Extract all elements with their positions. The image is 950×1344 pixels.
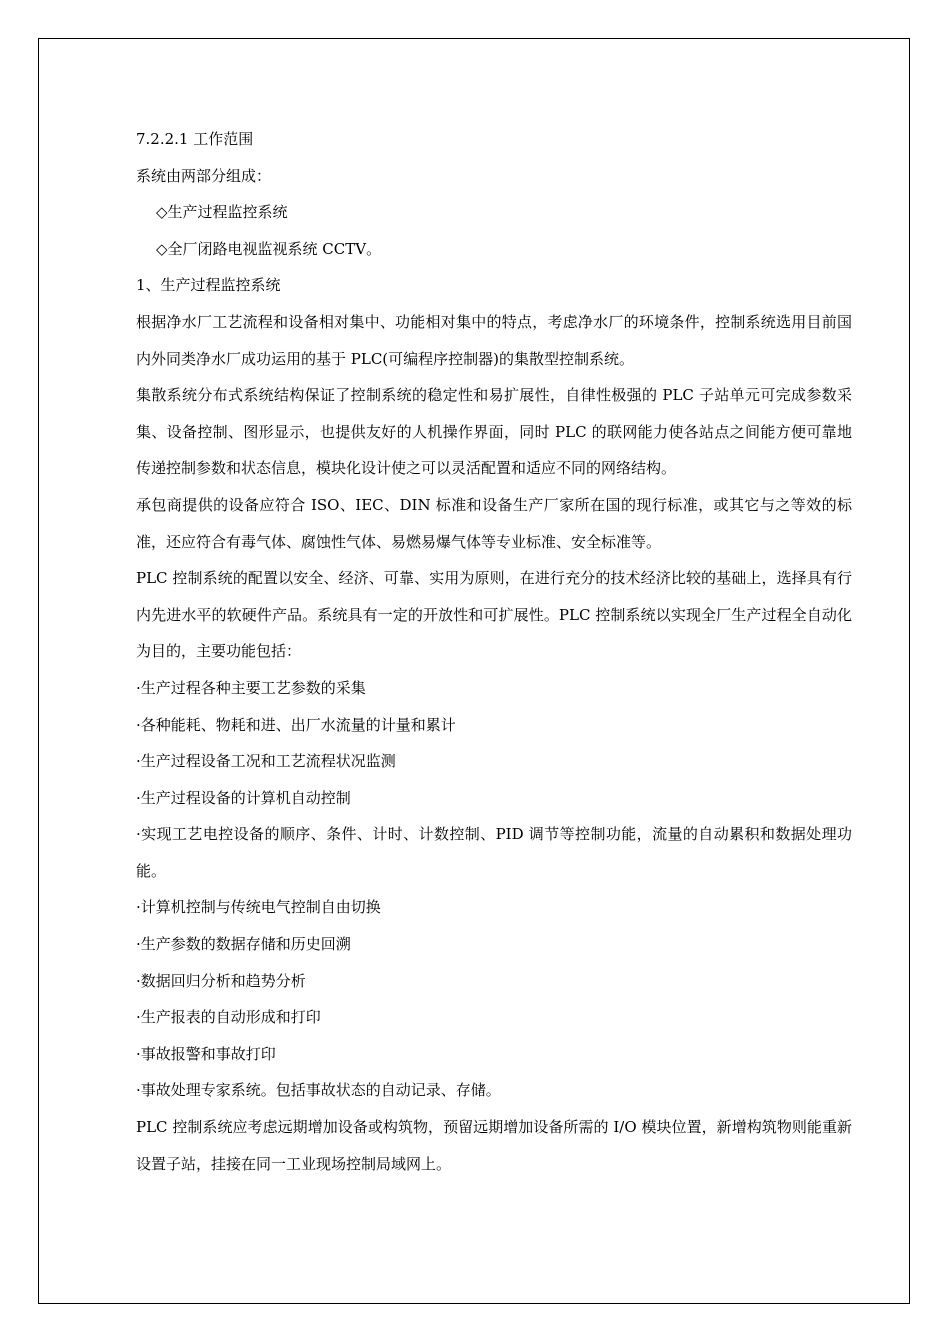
function-item: ·生产报表的自动形成和打印 — [136, 1008, 321, 1027]
body-paragraph: 集散系统分布式系统结构保证了控制系统的稳定性和易扩展性，自律性极强的 PLC 子站单元可完成参数采集、设备控制、图形显示，也提供友好的人机操作界面，同时 PLC 的联网能力使各站点之间能方便可靠地传递控制参数和状态信息，模块化设计使之可以灵活配置和适应不同的网络结构。 — [136, 386, 852, 478]
document-body — [136, 121, 852, 1182]
function-item: ·事故报警和事故打印 — [136, 1044, 276, 1063]
function-item: ·事故处理专家系统。包括事故状态的自动记录、存储。 — [136, 1081, 501, 1100]
function-item: ·计算机控制与传统电气控制自由切换 — [136, 898, 381, 917]
component-item: ◇生产过程监控系统 — [156, 203, 288, 222]
function-item: ·数据回归分析和趋势分析 — [136, 971, 306, 990]
section-heading: 7.2.2.1 工作范围 — [136, 130, 254, 148]
component-item: ◇全厂闭路电视监视系统 CCTV。 — [156, 239, 382, 258]
function-item: ·生产过程设备的计算机自动控制 — [136, 788, 351, 807]
function-item: ·各种能耗、物耗和进、出厂水流量的计量和累计 — [136, 715, 456, 734]
body-paragraph: 根据净水厂工艺流程和设备相对集中、功能相对集中的特点，考虑净水厂的环境条件，控制系统选用目前国内外同类净水厂成功运用的基于 PLC(可编程序控制器)的集散型控制系统。 — [136, 312, 852, 368]
function-item: ·实现工艺电控设备的顺序、条件、计时、计数控制、PID 调节等控制功能，流量的自动累积和数据处理功能。 — [136, 825, 852, 880]
intro-text: 系统由两部分组成： — [136, 166, 272, 185]
subsection-heading: 1、生产过程监控系统 — [136, 276, 281, 295]
function-item: ·生产参数的数据存储和历史回溯 — [136, 935, 351, 954]
function-item: ·生产过程设备工况和工艺流程状况监测 — [136, 752, 396, 771]
body-paragraph: PLC 控制系统的配置以安全、经济、可靠、实用为原则，在进行充分的技术经济比较的基础上，选择具有行内先进水平的软硬件产品。系统具有一定的开放性和可扩展性。PLC 控制系统以实现全厂生产过程全自动化为目的，主要功能包括： — [136, 569, 852, 661]
function-item: ·生产过程各种主要工艺参数的采集 — [136, 678, 366, 697]
body-paragraph: 承包商提供的设备应符合 ISO、IEC、DIN 标准和设备生产厂家所在国的现行标准，或其它与之等效的标准，还应符合有毒气体、腐蚀性气体、易燃易爆气体等专业标准、安全标准等。 — [136, 495, 852, 551]
closing-paragraph: PLC 控制系统应考虑远期增加设备或构筑物，预留远期增加设备所需的 I/O 模块位置，新增构筑物则能重新设置子站，挂接在同一工业现场控制局域网上。 — [136, 1118, 852, 1173]
